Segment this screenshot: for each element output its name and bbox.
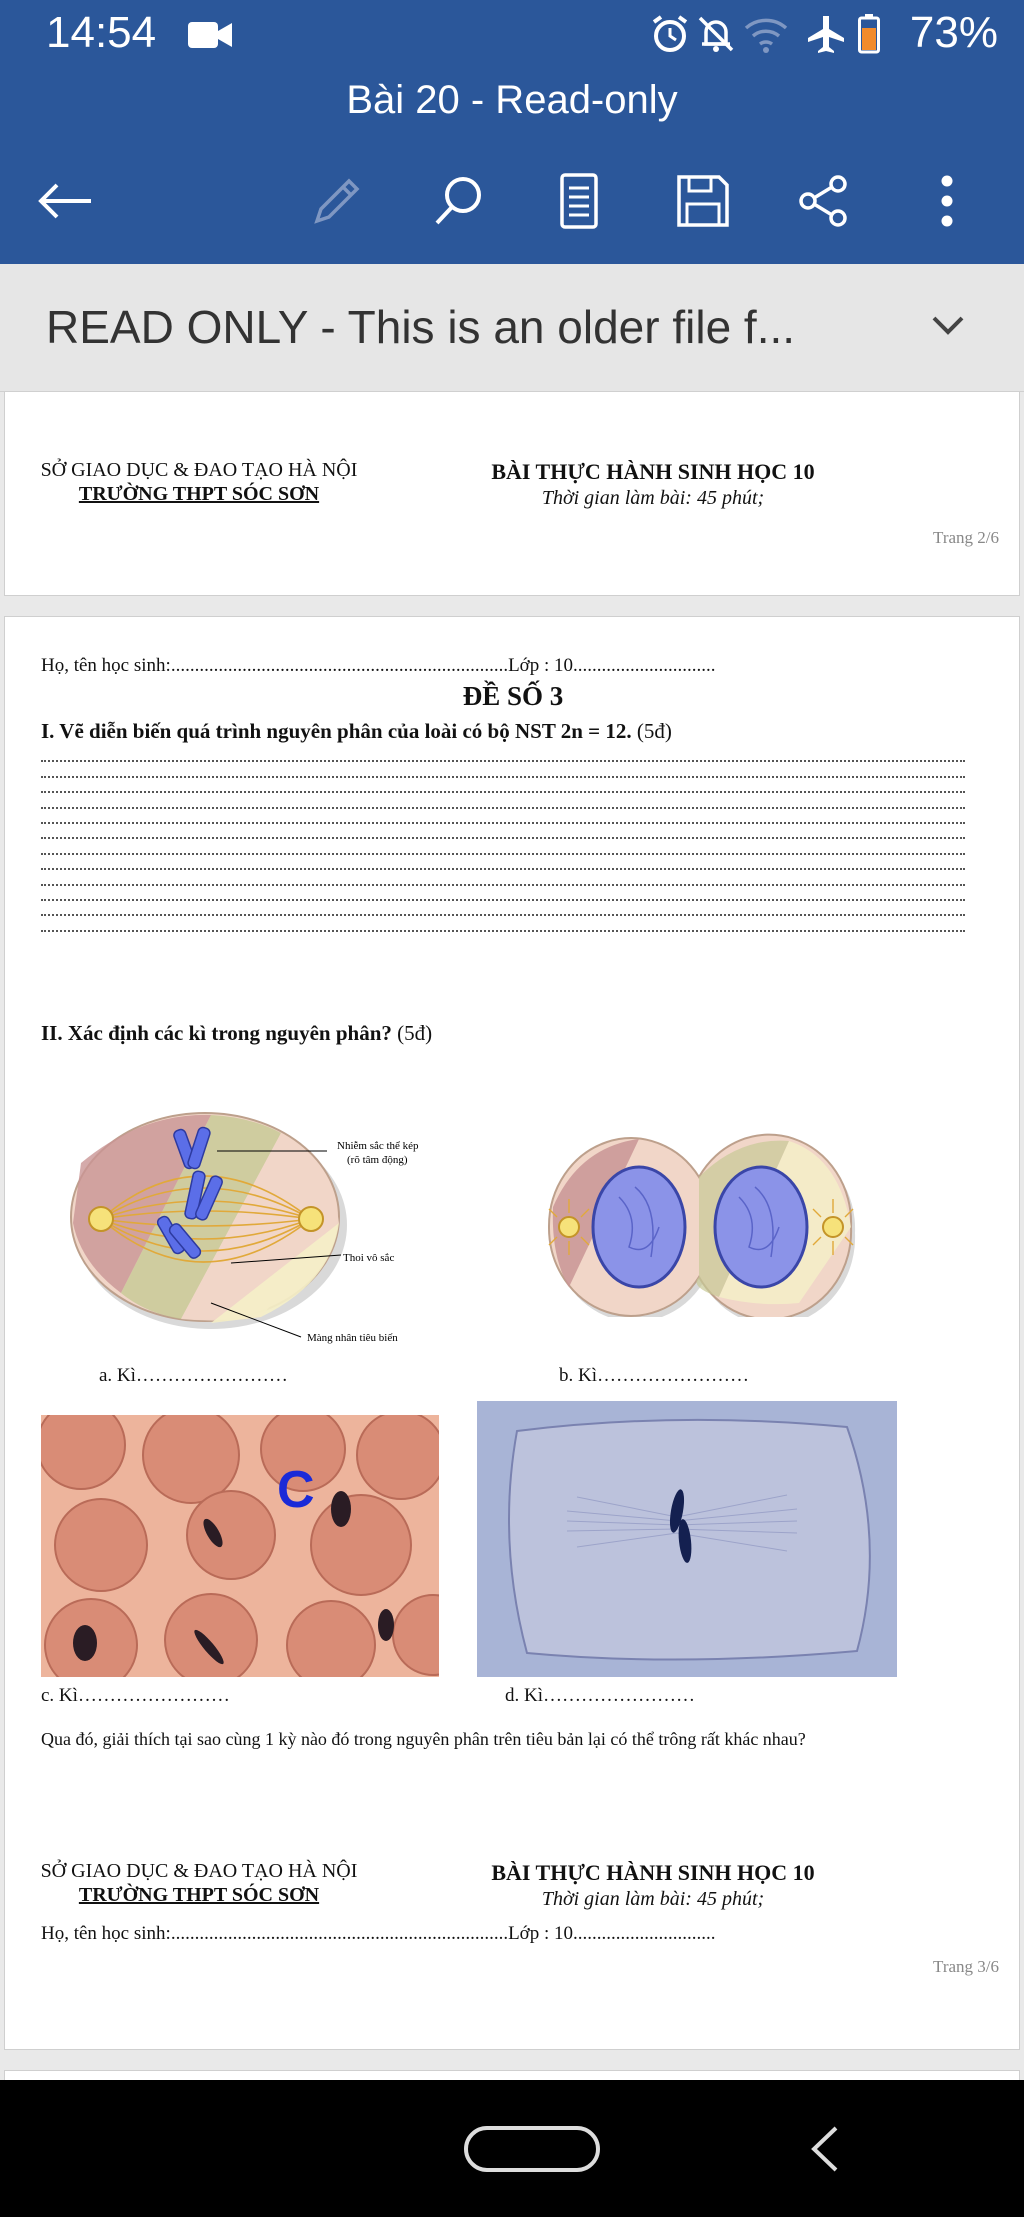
document-page bbox=[4, 616, 1020, 2050]
exam-heading: BÀI THỰC HÀNH SINH HỌC 10 bbox=[491, 1860, 815, 1885]
membrane-label: Màng nhân tiêu biến bbox=[307, 1332, 398, 1344]
school-name: TRƯỜNG THPT SÓC SƠN bbox=[78, 483, 320, 505]
chevron-down-icon[interactable] bbox=[928, 306, 968, 346]
exam-duration: Thời gian làm bài: 45 phút; bbox=[541, 487, 765, 509]
explanation-question: Qua đó, giải thích tại sao cùng 1 kỳ nào đó trong nguyên phân trên tiêu bản lại có thể trông rất khác nhau? bbox=[41, 1729, 806, 1749]
back-button[interactable] bbox=[30, 168, 100, 238]
wifi-icon bbox=[744, 14, 788, 59]
figure-b-label: b. Kì…………………… bbox=[559, 1365, 749, 1386]
battery-icon bbox=[858, 14, 880, 59]
document-page bbox=[4, 2070, 1020, 2080]
status-time: 14:54 bbox=[46, 8, 157, 57]
question-2-text: II. Xác định các kì trong nguyên phân? bbox=[41, 1021, 392, 1045]
battery-percent: 73% bbox=[909, 8, 998, 57]
chromatid-label: Nhiễm sắc thể kép bbox=[337, 1140, 419, 1152]
document-page bbox=[4, 392, 1020, 596]
page-number: Trang 3/6 bbox=[933, 1957, 999, 1976]
page-header-right bbox=[443, 1859, 863, 1911]
figure-d-label: d. Kì…………………… bbox=[505, 1685, 695, 1706]
back-nav-icon[interactable] bbox=[806, 2124, 846, 2174]
notifications-off-icon bbox=[696, 14, 736, 59]
save-button[interactable] bbox=[668, 168, 738, 238]
page-header-left bbox=[29, 458, 369, 506]
exam-code: ĐỀ SỐ 3 bbox=[462, 681, 564, 711]
document-view[interactable] bbox=[0, 392, 1024, 2080]
reading-view-icon bbox=[559, 172, 599, 235]
student-info-line: Họ, tên học sinh:.......................................................................Lớp : 10.............................. bbox=[41, 655, 716, 676]
read-only-message: READ ONLY - This is an older file f... bbox=[46, 301, 796, 353]
metaphase-diagram bbox=[61, 1093, 481, 1345]
page-number: Trang 2/6 bbox=[933, 528, 999, 547]
micrograph-c bbox=[41, 1415, 439, 1677]
spindle-label: Thoi vô sắc bbox=[343, 1252, 395, 1264]
question-2-points: (5đ) bbox=[397, 1021, 433, 1045]
alarm-icon bbox=[650, 14, 690, 59]
more-options-icon bbox=[939, 173, 955, 234]
photo-c-letter: C bbox=[277, 1461, 315, 1519]
save-icon bbox=[676, 174, 730, 233]
home-button[interactable] bbox=[464, 2126, 600, 2172]
figure-a-label: a. Kì…………………… bbox=[99, 1365, 288, 1386]
read-only-banner[interactable] bbox=[0, 264, 1024, 392]
document-title-bar bbox=[0, 70, 1024, 140]
document-title: Bài 20 - Read-only bbox=[346, 78, 678, 122]
answer-lines bbox=[41, 747, 965, 932]
back-arrow-icon bbox=[37, 181, 93, 226]
toolbar bbox=[0, 140, 1024, 264]
micrograph-d bbox=[477, 1401, 897, 1677]
school-name: TRƯỜNG THPT SÓC SƠN bbox=[78, 1884, 320, 1906]
department-name: SỞ GIAO DỤC & ĐAO TẠO HÀ NỘI bbox=[40, 459, 358, 481]
more-options-button[interactable] bbox=[912, 168, 982, 238]
video-camera-icon bbox=[188, 20, 232, 55]
search-icon bbox=[431, 173, 487, 234]
search-button[interactable] bbox=[424, 168, 494, 238]
question-1-text: I. Vẽ diễn biến quá trình nguyên phân của loài có bộ NST 2n = 12. bbox=[41, 719, 632, 743]
reading-view-button[interactable] bbox=[544, 168, 614, 238]
question-1 bbox=[41, 719, 672, 744]
department-name: SỞ GIAO DỤC & ĐAO TẠO HÀ NỘI bbox=[40, 1860, 358, 1882]
edit-pencil-icon bbox=[309, 173, 365, 234]
chromatid-sublabel: (rõ tâm động) bbox=[347, 1154, 408, 1166]
page-header-right bbox=[443, 458, 863, 510]
status-bar bbox=[0, 0, 1024, 70]
question-2 bbox=[41, 1021, 432, 1046]
question-1-points: (5đ) bbox=[636, 719, 672, 743]
share-button[interactable] bbox=[788, 168, 858, 238]
telophase-diagram bbox=[539, 1127, 861, 1317]
edit-button[interactable] bbox=[302, 168, 372, 238]
exam-heading: BÀI THỰC HÀNH SINH HỌC 10 bbox=[491, 459, 815, 484]
share-icon bbox=[796, 174, 850, 233]
airplane-icon bbox=[806, 14, 846, 59]
exam-duration: Thời gian làm bài: 45 phút; bbox=[541, 1888, 765, 1910]
figure-c-label: c. Kì…………………… bbox=[41, 1685, 230, 1706]
system-navigation-bar bbox=[0, 2080, 1024, 2217]
student-info-line: Họ, tên học sinh:.......................................................................Lớp : 10.............................. bbox=[41, 1923, 716, 1944]
page-header-left bbox=[29, 1859, 369, 1907]
